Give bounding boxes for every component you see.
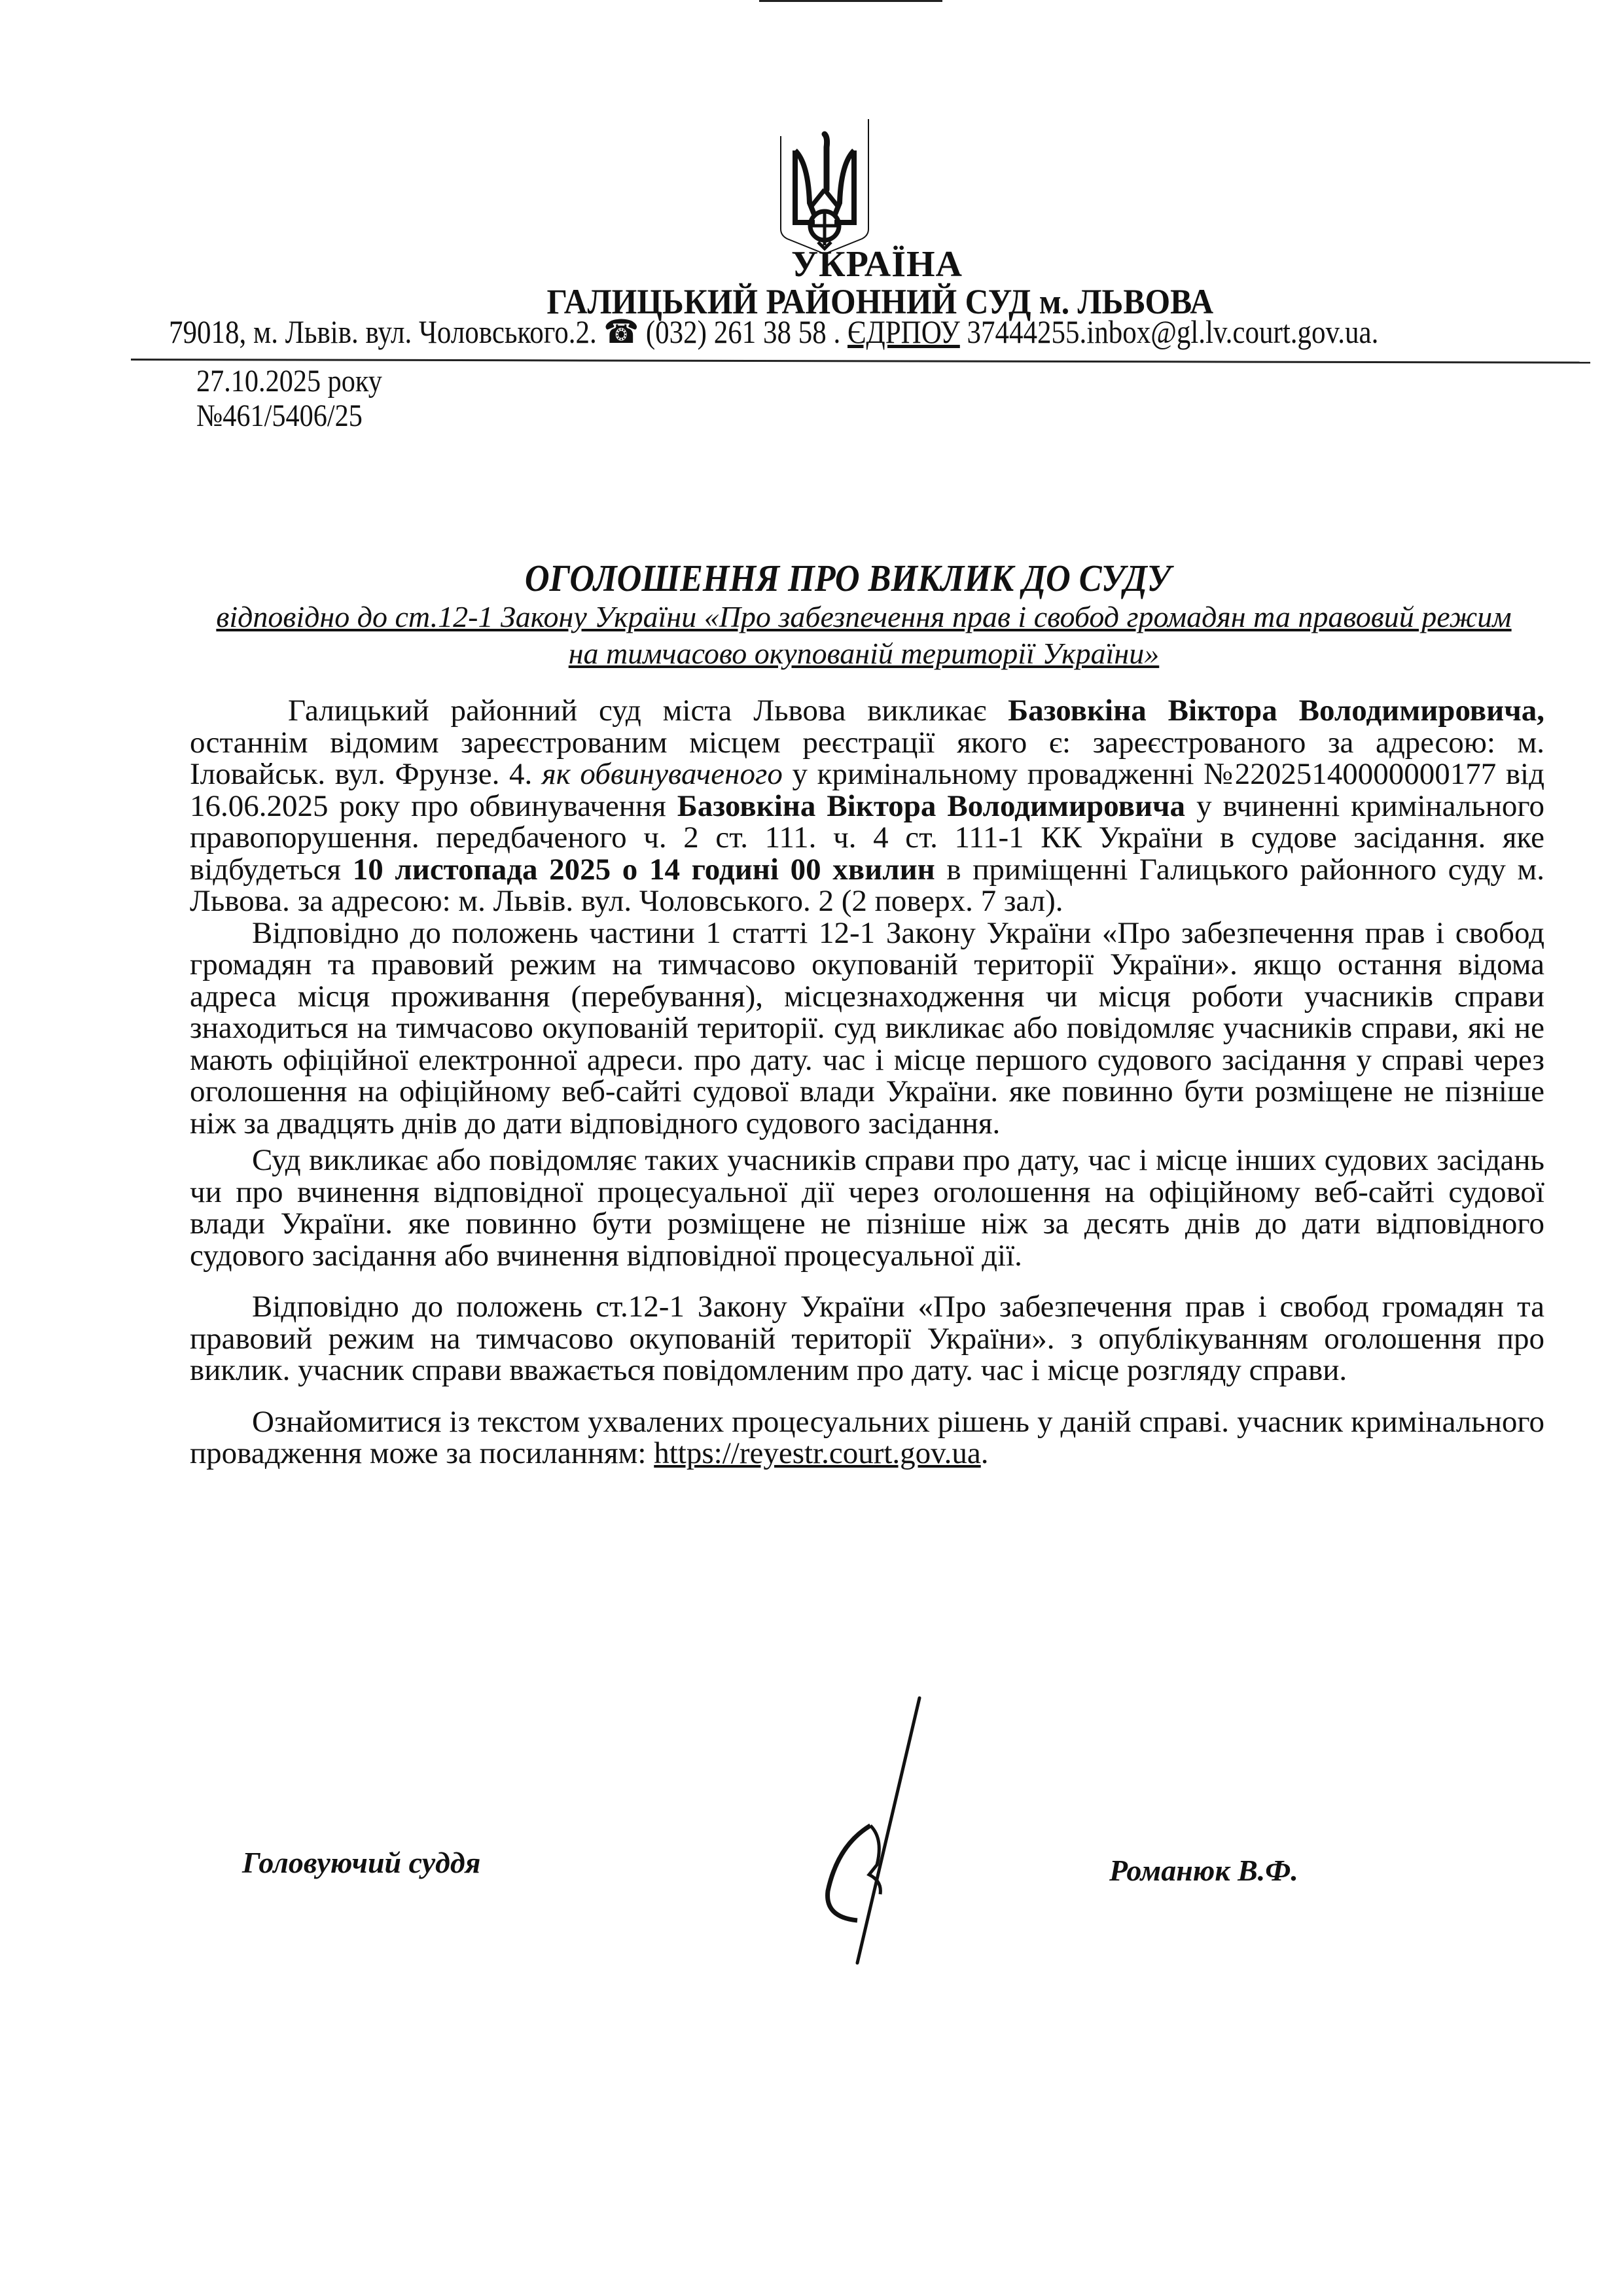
edrpou-and-email: 37444255.inbox@gl.lv.court.gov.ua. <box>967 313 1379 350</box>
subtitle-line-1: відповідно до ст.12-1 Закону України «Про забезпечення прав і свобод громадян та правовий режим <box>216 600 1512 633</box>
summons-text: у вчиненні кримінального правопорушення. передбаченого ч. 2 ст. 111. ч. 4 ст. 111-1 КК України в судове засідання. яке відбудеться <box>190 788 1544 887</box>
paragraph-subsequent-hearings: Суд викликає або повідомляє таких учасників справи про дату, час і місце інших судових засідань чи про вчинення відповідної процесуальної дії через оголошення на офіційному веб-сайті судової влади України. яке повинно бути розміщене не пізніше ніж за десять днів до дати відповідного судового засідання або вчинення відповідної процесуальної дії. <box>190 1143 1544 1273</box>
court-contacts-line <box>169 313 1378 351</box>
page-title: ОГОЛОШЕННЯ ПРО ВИКЛИК ДО СУДУ <box>524 557 1171 599</box>
hearing-datetime: 10 листопада 2025 о 14 годині 00 хвилин <box>352 852 935 887</box>
defendant-name-repeat: Базовкіна Віктора Володимировича <box>677 788 1186 823</box>
judge-name: Романюк В.Ф. <box>1109 1854 1298 1887</box>
summons-text: останнім відомим зареєстрованим місцем реєстрації якого є: зареєстрованого за адресою: м. Іловайськ. вул. Фрунзе. 4. <box>190 725 1544 791</box>
paragraph-legal-basis: Відповідно до положень частини 1 статті 12-1 Закону України «Про забезпечення прав і свобод громадян та правовий режим на тимчасово окупованій території України». якщо остання відома адреса місця проживання (перебування), місцезнаходження чи місця роботи учасників справи знаходиться на тимчасово окупованій території. суд викликає або повідомляє учасників справи, які не мають офіційної електронної адреси. про дату. час і місце першого судового засідання у справі через оголошення на офіційному веб-сайті судової влади України. яке повинно бути розміщене не пізніше ніж за двадцять днів до дати відповідного судового засідання. <box>190 915 1544 1140</box>
court-address: 79018, м. Львів. вул. Чоловського.2. <box>169 313 597 350</box>
paragraph-registry-link <box>190 1406 1544 1470</box>
document-date: 27.10.2025 року <box>196 364 382 398</box>
judge-role-label: Головуючий суддя <box>242 1846 481 1879</box>
summons-text: у кримінальному провадженні №22025140000000177 від 16.06.2025 року про обвинувачення <box>190 757 1544 823</box>
defendant-status: як обвинуваченого <box>541 757 783 791</box>
scan-top-edge-line <box>759 0 942 2</box>
registry-text-end: . <box>980 1436 989 1470</box>
handwritten-signature-icon <box>772 1695 942 1969</box>
ukraine-trident-icon <box>769 118 880 258</box>
edrpou-label: ЄДРПОУ <box>847 313 960 350</box>
court-name-heading: ГАЛИЦЬКИЙ РАЙОННИЙ СУД м. ЛЬВОВА <box>546 282 1214 321</box>
notice-body <box>190 695 1544 1470</box>
registry-text: Ознайомитися із текстом ухвалених процесуальних рішень у даній справі. учасник кримінального провадження може за посиланням: <box>190 1404 1544 1470</box>
summons-text: Галицький районний суд міста Львова викликає <box>288 694 1008 728</box>
paragraph-summons <box>190 695 1544 917</box>
registration-number: №461/5406/25 <box>196 398 363 433</box>
legal-basis-subtitle <box>203 599 1525 672</box>
registry-link[interactable]: https://reyestr.court.gov.ua <box>654 1436 981 1470</box>
summons-text: в приміщенні Галицького районного суду м. Львова. за адресою: м. Львів. вул. Чоловського. 2 (2 поверх. 7 зал). <box>190 852 1544 918</box>
telephone-icon: ☎ <box>603 313 639 350</box>
court-phone: (032) 261 38 58 . <box>645 313 841 350</box>
country-heading: УКРАЇНА <box>791 244 963 285</box>
subtitle-line-2: на тимчасово окупованій території України» <box>568 637 1160 670</box>
paragraph-notification-effect: Відповідно до положень ст.12-1 Закону України «Про забезпечення прав і свобод громадян та правовий режим на тимчасово окупованій території України». з опублікуванням оголошення про виклик. учасник справи вважається повідомленим про дату. час і місце розгляду справи. <box>190 1290 1544 1387</box>
defendant-name: Базовкіна Віктора Володимировича, <box>1008 694 1544 728</box>
